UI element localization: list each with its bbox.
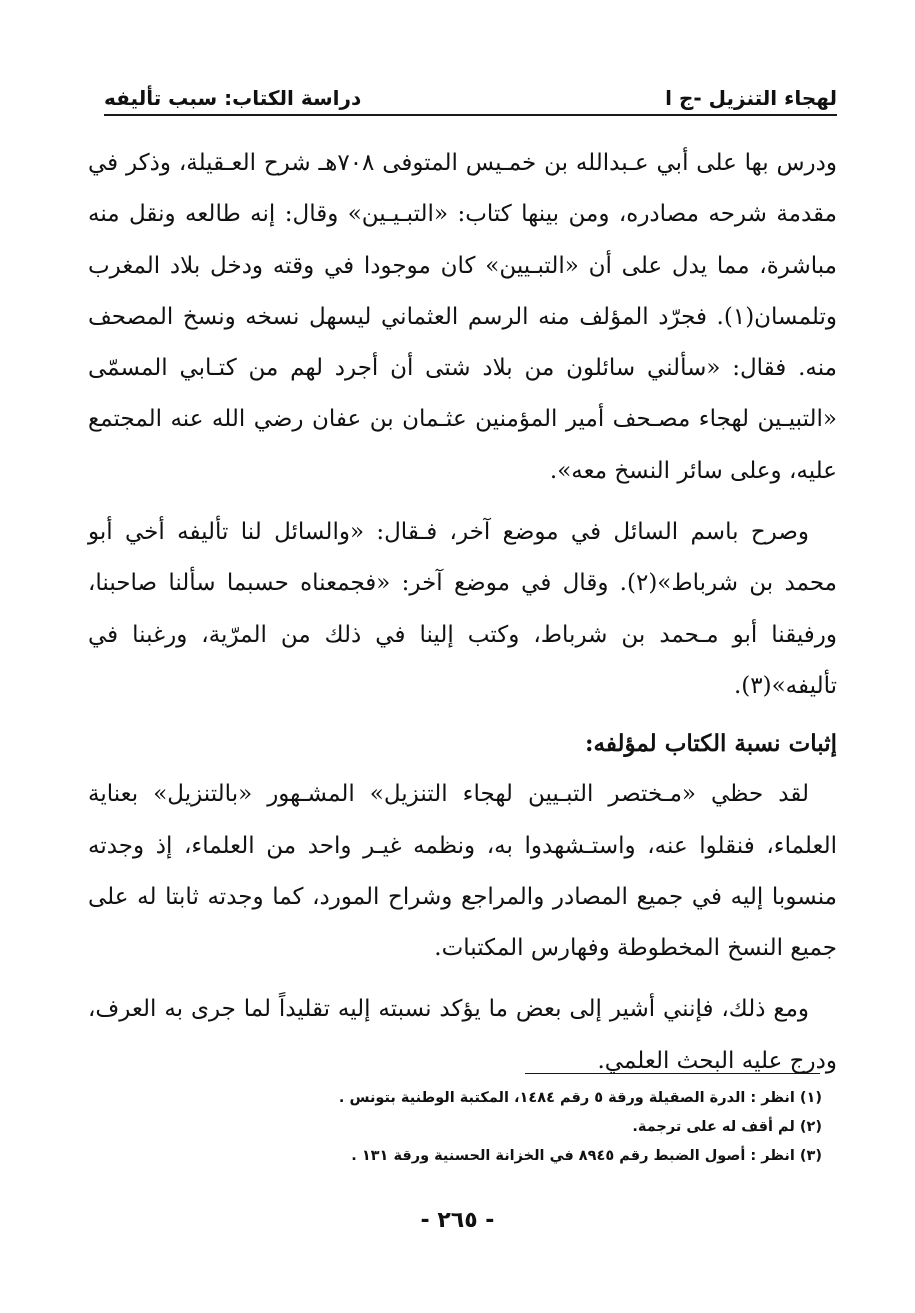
paragraph-2: وصرح باسم السائل في موضع آخر، فـقال: «والسائل لنا تأليفه أخي أبو محمد بن شرباط»(٢). وقال في موضع آخر: «فجمعناه حسبما سألنا صاحبنا، ورفيقنا أبو مـحمد بن شرباط، وكتب إلينا في ذلك من المرّية، ورغبنا في تأليفه»(٣). — [88, 519, 837, 699]
footnote-1: (١) انظر : الدرة الصقيلة ورقة ٥ رقم ١٤٨٤، المكتبة الوطنية بتونس . — [338, 1090, 822, 1106]
main-text — [88, 138, 837, 1087]
header-section-title: دراسة الكتاب: سبب تأليفه — [104, 86, 362, 110]
footnotes — [200, 1084, 822, 1171]
header-book-title: لهجاء التنزيل -ج ا — [665, 86, 837, 110]
footnote-separator — [525, 1073, 820, 1074]
paragraph-1: ودرس بها على أبي عـبدالله بن خمـيس المتوفى ٧٠٨هـ شرح العـقيلة، وذكر في مقدمة شرحه مصادره، ومن بينها كتاب: «التبـيـين» وقال: إنه طالعه ونقل منه مباشرة، مما يدل على أن «التبـيين» كان موجودا في وقته ودخل بلاد المغرب وتلمسان(١). فجرّد المؤلف منه الرسم العثماني ليسهل نسخه ونسخ المصحف منه. فقال: «سألني سائلون من بلاد شتى أن أجرد لهم من كتـابي المسمّى «التبيـين لهجاء مصـحف أمير المؤمنين عثـمان بن عفان رضي الله عنه المجتمع عليه، وعلى سائر النسخ معه». — [88, 150, 838, 484]
page-number: - ٢٦٥ - — [420, 1208, 495, 1233]
paragraph-4: ومع ذلك، فإنني أشير إلى بعض ما يؤكد نسبته إليه تقليداً لما جرى به العرف، ودرج عليه البحث العلمي. — [88, 996, 837, 1074]
running-header — [104, 78, 837, 116]
footnote-2: (٢) لم أقف له على ترجمة. — [632, 1119, 822, 1135]
paragraph-3: لقد حظي «مـختصر التبـيين لهجاء التنزيل» المشـهور «بالتنزيل» بعناية العلماء، فنقلوا عنه، واستـشهدوا به، ونظمه غيـر واحد من العلماء، إذ وجدته منسوبا إليه في جميع المصادر والمراجع وشراح المورد، كما وجدته ثابتا له على جميع النسخ المخطوطة وفهارس المكتبات. — [88, 781, 837, 962]
footnote-3: (٣) انظر : أصول الضبط رقم ٨٩٤٥ في الخزانة الحسنية ورقة ١٣١ . — [351, 1148, 822, 1164]
section-heading: إثبات نسبة الكتاب لمؤلفه: — [585, 730, 837, 758]
